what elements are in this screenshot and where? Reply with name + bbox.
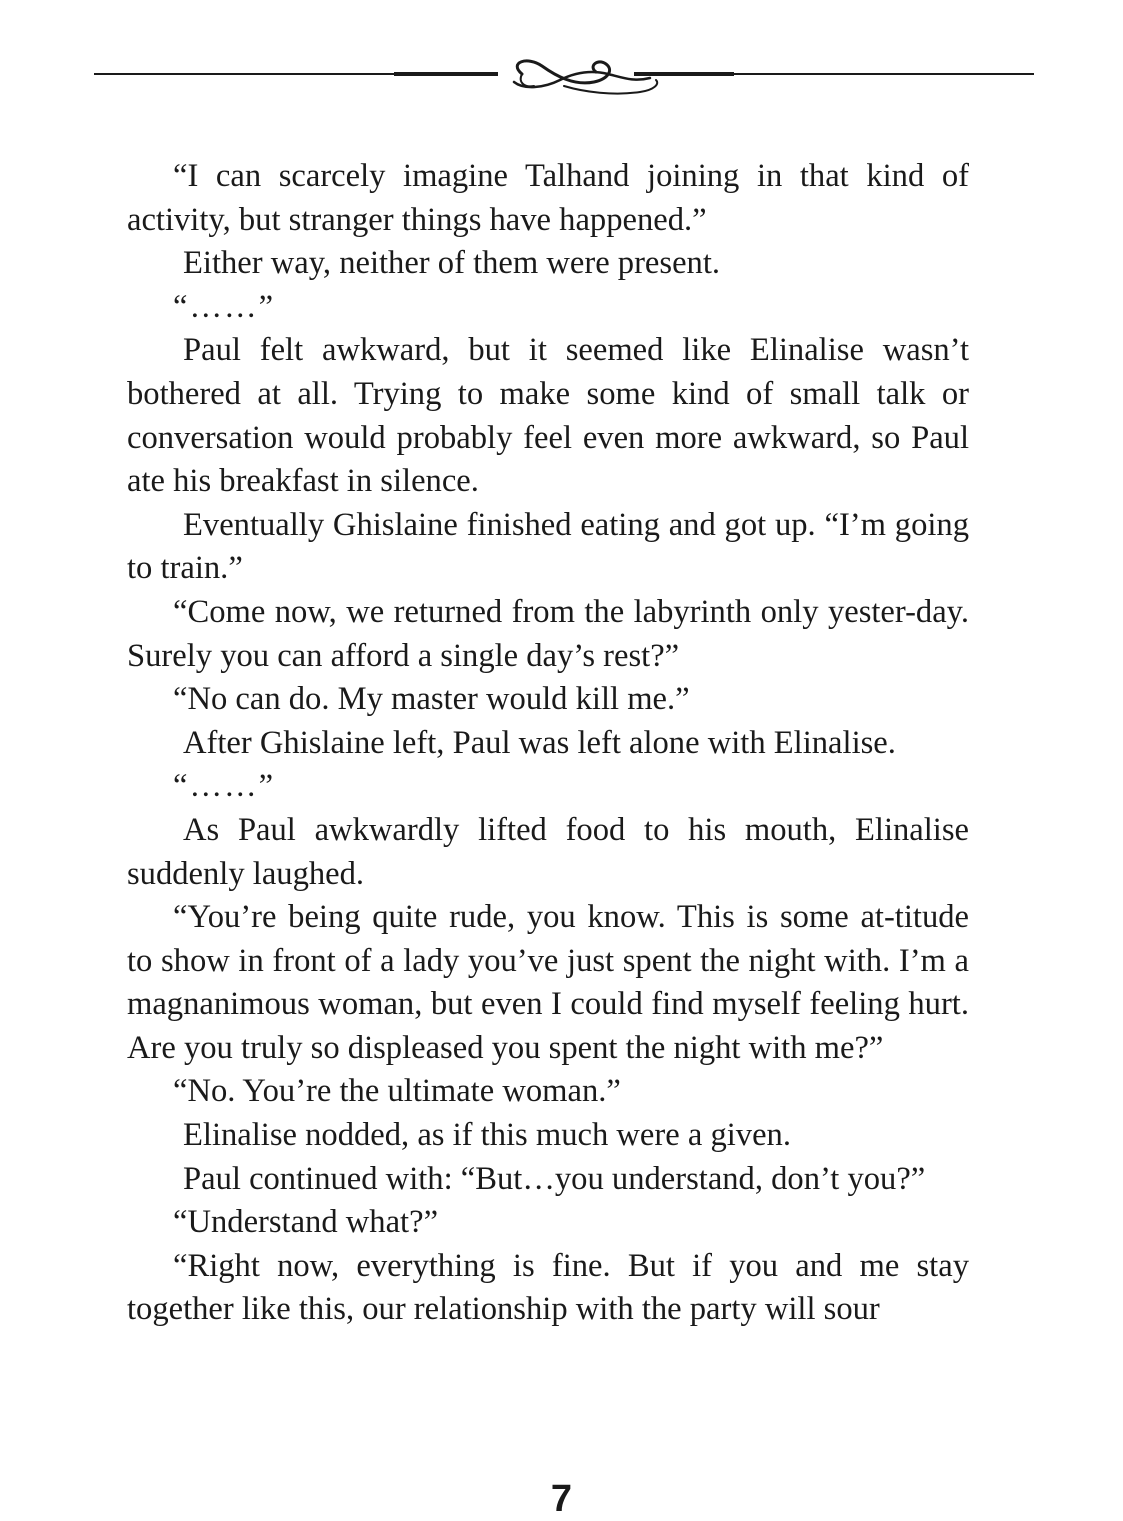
paragraph: “Come now, we returned from the labyrinth only yester-day. Surely you can afford a single day’s rest?”: [127, 593, 969, 674]
page-number: 7: [550, 1478, 573, 1520]
paragraph: After Ghislaine left, Paul was left alone with Elinalise.: [183, 724, 896, 761]
paragraph: Eventually Ghislaine finished eating and got up. “I’m going to train.”: [127, 506, 969, 587]
flourish-icon: [514, 61, 657, 94]
paragraph: As Paul awkwardly lifted food to his mouth, Elinalise suddenly laughed.: [127, 811, 969, 892]
paragraph: Elinalise nodded, as if this much were a given.: [183, 1117, 791, 1154]
paragraph: Either way, neither of them were present.: [183, 245, 721, 282]
body-text: [127, 155, 969, 1332]
paragraph: “Right now, everything is fine. But if you and me stay together like this, our relationship with the party will sour: [127, 1247, 969, 1328]
paragraph: “Understand what?”: [173, 1204, 439, 1241]
paragraph: Paul felt awkward, but it seemed like Elinalise wasn’t bothered at all. Trying to make some kind of small talk or conversation would probably feel even more awkward, so Paul ate his breakfast in silence.: [127, 332, 969, 500]
paragraph: “……”: [173, 288, 276, 325]
paragraph: “……”: [173, 768, 276, 805]
paragraph: “No. You’re the ultimate woman.”: [173, 1073, 621, 1110]
ornamental-divider: [94, 52, 1034, 102]
paragraph: “No can do. My master would kill me.”: [173, 681, 690, 718]
paragraph: Paul continued with: “But…you understand, don’t you?”: [183, 1160, 926, 1197]
paragraph: “I can scarcely imagine Talhand joining in that kind of activity, but stranger things have happened.”: [127, 158, 969, 238]
paragraph: “You’re being quite rude, you know. This is some at-titude to show in front of a lady you’ve just spent the night with. I’m a magnanimous woman, but even I could find myself feeling hurt. Are you truly so displeased you spent the night with me?”: [127, 899, 969, 1066]
